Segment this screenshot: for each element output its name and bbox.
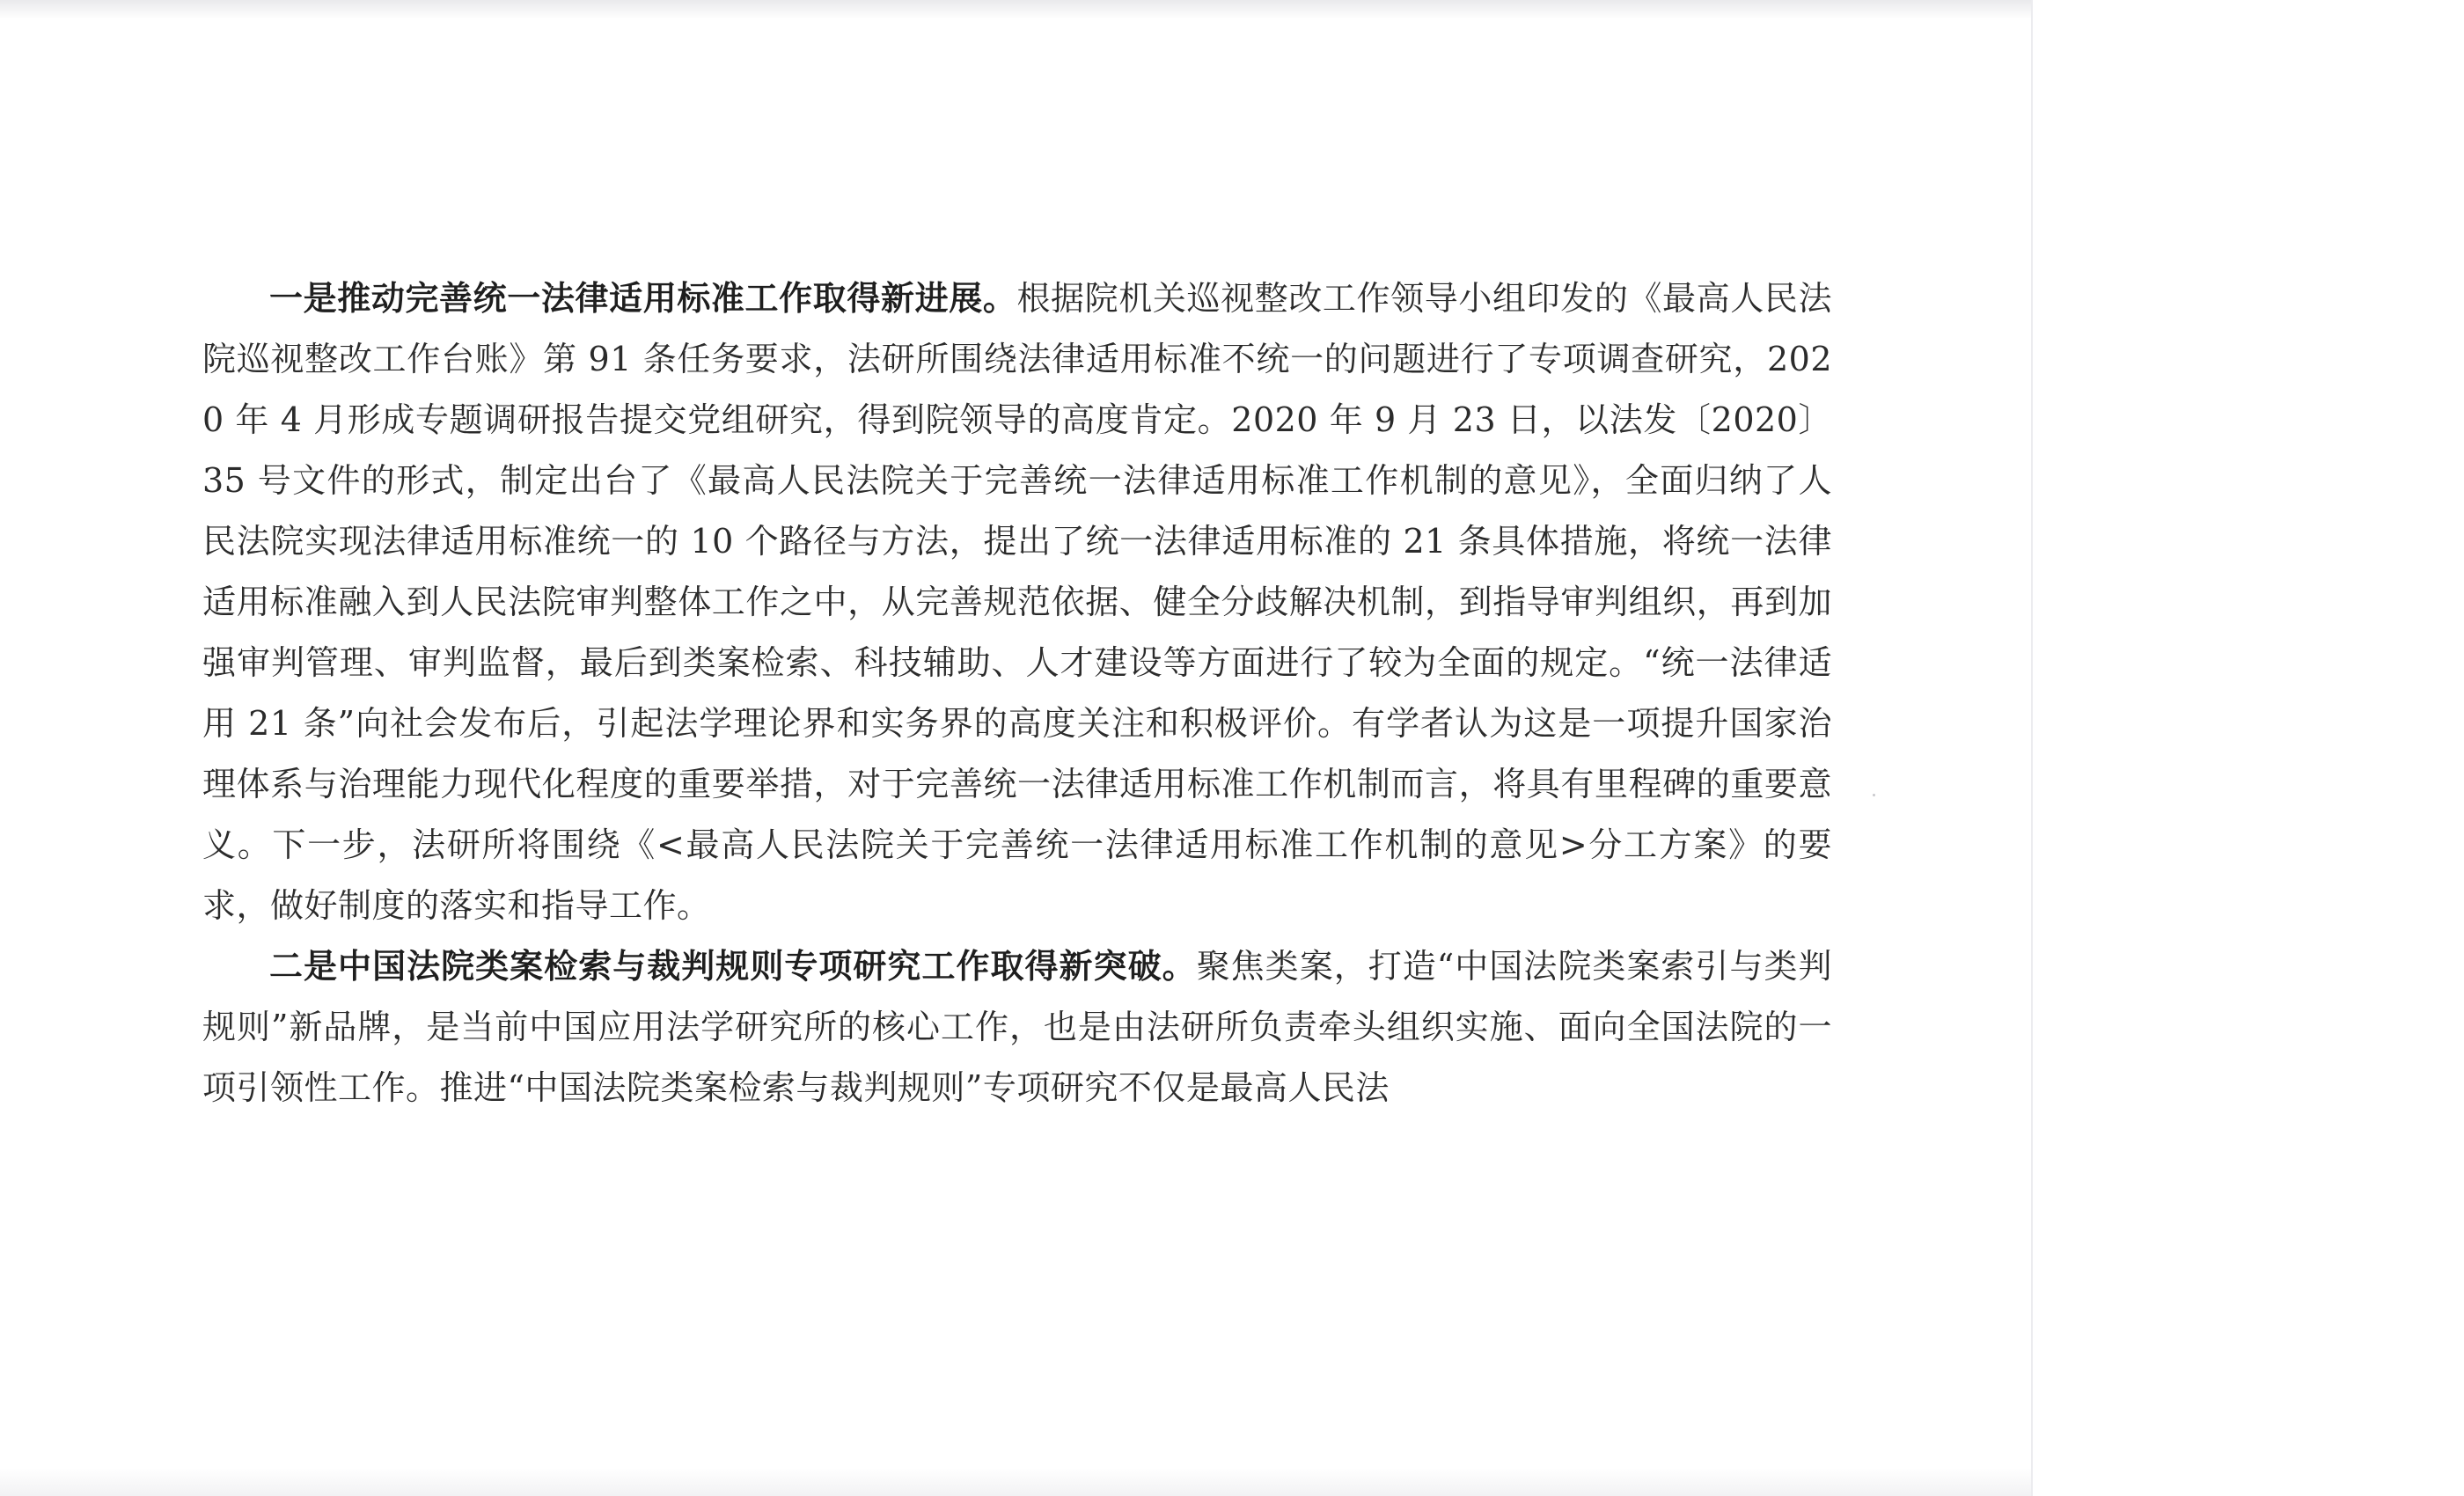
scan-top-shadow: [0, 0, 2031, 19]
paragraph-2: [202, 936, 1832, 1118]
paragraph-1: [202, 268, 1832, 936]
paragraph-1-lead: 一是推动完善统一法律适用标准工作取得新进展。: [269, 279, 1017, 318]
document-body: [202, 268, 1832, 1118]
paragraph-1-body: 根据院机关巡视整改工作领导小组印发的《最高人民法院巡视整改工作台账》第 91 条任务要求，法研所围绕法律适用标准不统一的问题进行了专项调查研究，2020 年 4 月形成专题调研报告提交党组研究，得到院领导的高度肯定。2020 年 9 月 23 日，以法发〔2020〕35 号文件的形式，制定出台了《最高人民法院关于完善统一法律适用标准工作机制的意见》，全面归纳了人民法院实现法律适用标准统一的 10 个路径与方法，提出了统一法律适用标准的 21 条具体措施，将统一法律适用标准融入到人民法院审判整体工作之中，从完善规范依据、健全分歧解决机制，到指导审判组织，再到加强审判管理、审判监督，最后到类案检索、科技辅助、人才建设等方面进行了较为全面的规定。“统一法律适用 21 条”向社会发布后，引起法学理论界和实务界的高度关注和积极评价。有学者认为这是一项提升国家治理体系与治理能力现代化程度的重要举措，对于完善统一法律适用标准工作机制而言，将具有里程碑的重要意义。下一步，法研所将围绕《<最高人民法院关于完善统一法律适用标准工作机制的意见>分工方案》的要求，做好制度的落实和指导工作。: [202, 279, 1832, 925]
scan-bottom-shadow: [0, 1468, 2031, 1496]
paragraph-2-body: 聚焦类案，打造“中国法院类案索引与类判规则”新品牌，是当前中国应用法学研究所的核心工作，也是由法研所负责牵头组织实施、面向全国法院的一项引领性工作。推进“中国法院类案检索与裁判规则”专项研究不仅是最高人民法: [202, 947, 1832, 1107]
scan-right-margin: [2031, 0, 2464, 1496]
paragraph-2-lead: 二是中国法院类案检索与裁判规则专项研究工作取得新突破。: [269, 947, 1197, 986]
scan-speck: [1873, 794, 1875, 796]
